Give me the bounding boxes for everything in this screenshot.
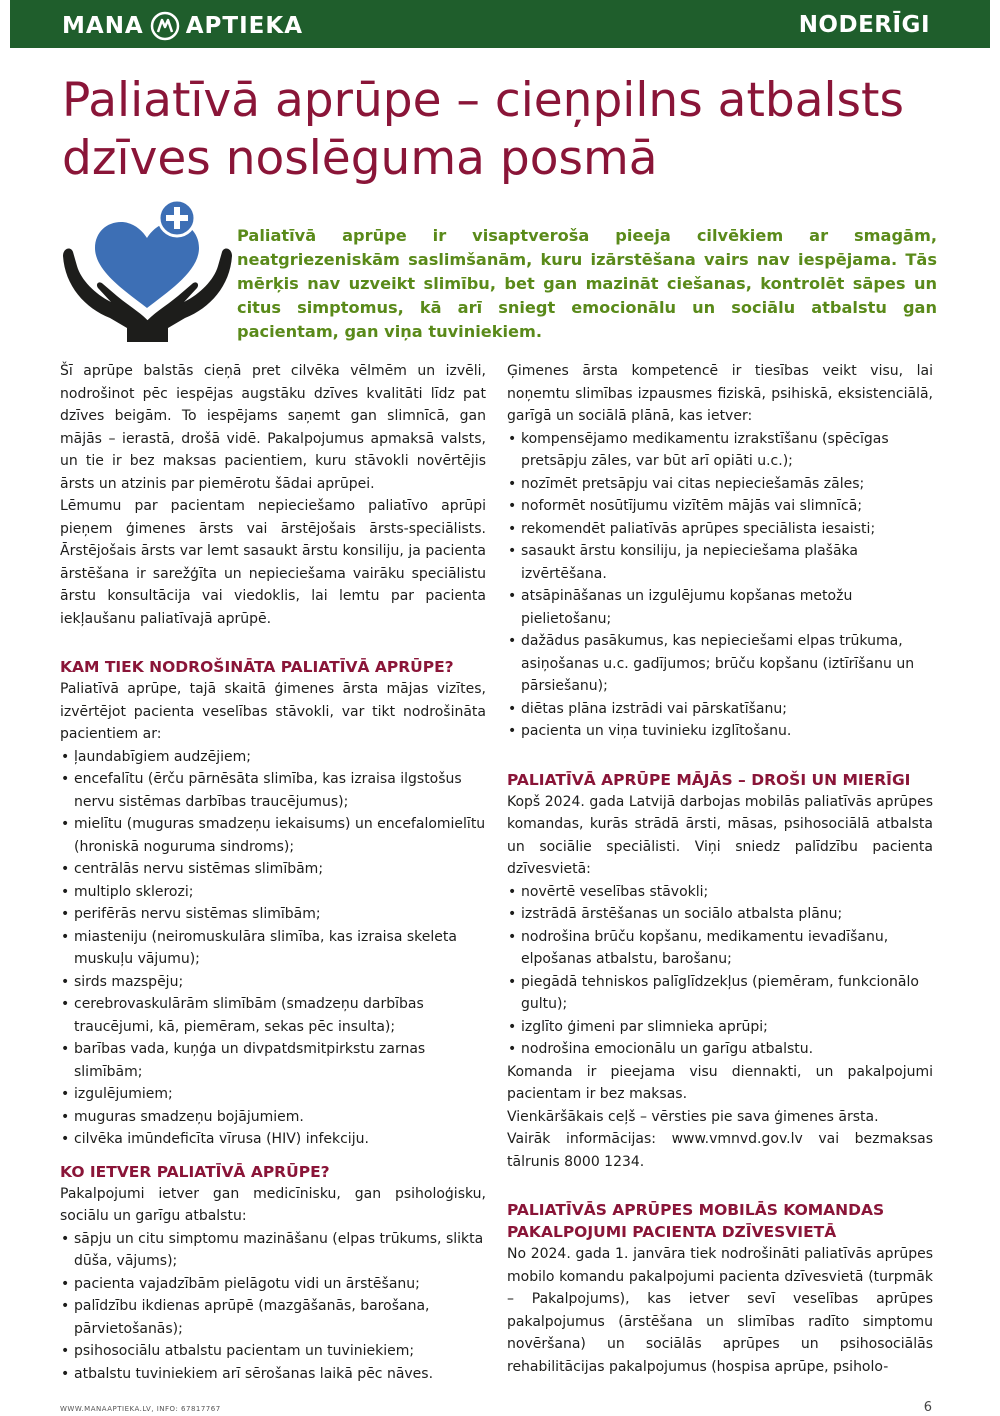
list-item: • sasaukt ārstu konsiliju, ja nepieciešama plašāka izvērtēšana. bbox=[507, 540, 933, 585]
brand-name-left: MANA bbox=[62, 13, 144, 39]
section-heading-mobile-teams: PALIATĪVĀS APRŪPES MOBILĀS KOMANDAS PAKALPOJUMI PACIENTA DZĪVESVIETĀ bbox=[507, 1201, 885, 1241]
list-item: • cerebrovaskulārām slimībām (smadzeņu darbības traucējumi, kā, piemēram, sekas pēc insulta); bbox=[60, 993, 486, 1038]
page-header bbox=[10, 0, 990, 48]
lead-paragraph: Paliatīvā aprūpe ir visaptveroša pieeja cilvēkiem ar smagām, neatgriezeniskām saslimšanām, kuru izārstēšana vairs nav iespējama. Tās mērķis nav uzveikt slimību, bet gan mazināt ciešanas, kontrolēt sāpes un citus simptomus, kā arī sniegt emocionālu un sociālu atbalstu gan pacientam, gan viņa tuviniekiem. bbox=[237, 226, 937, 341]
intro-paragraph-2: Lēmumu par pacientam nepieciešamo paliatīvo aprūpi pieņem ģimenes ārsts vai ārstējošais ārsts-speciālists. Ārstējošais ārsts var lemt sasaukt ārstu konsiliju, ja pacienta ārstēšana ir sarežģīta un nepieciešama vairāku speciālistu ārstu konsultācija vai viedoklis, lai lemtu par pacienta iekļaušanu paliatīvajā aprūpē. bbox=[60, 498, 486, 627]
footer-url[interactable]: WWW.MANAAPTIEKA.LV, INFO: 67817767 bbox=[60, 1405, 221, 1413]
section-label: NODERĪGI bbox=[798, 12, 930, 38]
page-number: 6 bbox=[923, 1400, 932, 1415]
what-paragraph: Pakalpojumi ietver gan medicīnisku, gan psiholoģisku, sociālu un garīgu atbalstu: bbox=[60, 1185, 486, 1224]
list-item: • izglīto ģimeni par slimnieka aprūpi; bbox=[507, 1016, 933, 1039]
list-item: • diētas plāna izstrādi vai pārskatīšanu; bbox=[507, 698, 933, 721]
list-item: • miasteniju (neiromuskulāra slimība, kas izraisa skeleta muskuļu vājumu); bbox=[60, 926, 486, 971]
mana-aptieka-logo-icon bbox=[150, 11, 180, 41]
list-item: • encefalītu (ērču pārnēsāta slimība, kas izraisa ilgstošus nervu sistēmas darbības traucējumus); bbox=[60, 768, 486, 813]
right-column bbox=[507, 360, 933, 1378]
list-item: • pacienta vajadzībām pielāgotu vidi un ārstēšanu; bbox=[60, 1273, 486, 1296]
conditions-list bbox=[60, 746, 486, 1151]
list-item: • barības vada, kuņģa un divpatdsmitpirkstu zarnas slimībām; bbox=[60, 1038, 486, 1083]
list-item: • novērtē veselības stāvokli; bbox=[507, 881, 933, 904]
list-item: • atbalstu tuviniekiem arī sērošanas laikā pēc nāves. bbox=[60, 1363, 486, 1386]
list-item: • sirds mazspēju; bbox=[60, 971, 486, 994]
list-item: • izstrādā ārstēšanas un sociālo atbalsta plānu; bbox=[507, 903, 933, 926]
simplest-way-paragraph: Vienkāršākais ceļš – vērsties pie sava ģimenes ārsta. bbox=[507, 1108, 879, 1125]
list-item: • atsāpināšanas un izgulējumu kopšanas metožu pielietošanu; bbox=[507, 585, 933, 630]
list-item: • psihosociālu atbalstu pacientam un tuviniekiem; bbox=[60, 1340, 486, 1363]
section-heading-home: PALIATĪVĀ APRŪPE MĀJĀS – DROŠI UN MIERĪGI bbox=[507, 770, 911, 789]
list-item: • ļaundabīgiem audzējiem; bbox=[60, 746, 486, 769]
list-item: • nodrošina emocionālu un garīgu atbalstu. bbox=[507, 1038, 933, 1061]
list-item: • palīdzību ikdienas aprūpē (mazgāšanās, barošana, pārvietošanās); bbox=[60, 1295, 486, 1340]
gp-paragraph: Ģimenes ārsta kompetencē ir tiesības veikt visu, lai noņemtu slimības izpausmes fiziskā, psihiskā, eksistenciālā, garīgā un sociālā plānā, kas ietver: bbox=[507, 363, 933, 424]
services-list bbox=[60, 1228, 486, 1386]
list-item: • rekomendēt paliatīvās aprūpes speciālista iesaisti; bbox=[507, 518, 933, 541]
who-paragraph: Paliatīvā aprūpe, tajā skaitā ģimenes ārsta mājas vizītes, izvērtējot pacienta veselības stāvokli, var tikt nodrošināta pacientiem ar: bbox=[60, 681, 486, 742]
gp-tasks-list bbox=[507, 428, 933, 743]
hands-heart-icon bbox=[55, 196, 240, 346]
list-item: • kompensējamo medikamentu izrakstīšanu (spēcīgas pretsāpju zāles, var būt arī opiāti u.c.); bbox=[507, 428, 933, 473]
intro-paragraph-1: Šī aprūpe balstās cieņā pret cilvēka vēlmēm un izvēli, nodrošinot pēc iespējas augstāku dzīves kvalitāti līdz pat dzīves beigām. To iespējams saņemt gan slimnīcā, gan mājās – ierastā, drošā vidē. Pakalpojumus apmaksā valsts, un tie ir bez maksas pacientiem, kuru stāvokli novērtējis ārsts un atzinis par piemērotu šādai aprūpei. bbox=[60, 363, 486, 492]
list-item: • izgulējumiem; bbox=[60, 1083, 486, 1106]
list-item: • mielītu (muguras smadzeņu iekaisums) un encefalomielītu (hroniskā noguruma sindroms); bbox=[60, 813, 486, 858]
more-info-paragraph: Vairāk informācijas: www.vmnvd.gov.lv vai bezmaksas tālrunis 8000 1234. bbox=[507, 1131, 933, 1170]
list-item: • centrālās nervu sistēmas slimībām; bbox=[60, 858, 486, 881]
home-services-list bbox=[507, 881, 933, 1061]
section-heading-what: KO IETVER PALIATĪVĀ APRŪPE? bbox=[60, 1162, 330, 1181]
list-item: • muguras smadzeņu bojājumiem. bbox=[60, 1106, 486, 1129]
mobile-teams-paragraph: No 2024. gada 1. janvāra tiek nodrošināti paliatīvās aprūpes mobilo komandu pakalpojumi pacienta dzīvesvietā (turpmāk – Pakalpojums), kas ietver sevī veselības aprūpes pakalpojumus (ārstēšana un slimības radīto simptomu novēršana) un sociālās aprūpes un psihosociālās rehabilitācijas pakalpojumus (hospisa aprūpe, psiholo- bbox=[507, 1246, 933, 1375]
list-item: • piegādā tehniskos palīglīdzekļus (piemēram, funkcionālo gultu); bbox=[507, 971, 933, 1016]
section-heading-who: KAM TIEK NODROŠINĀTA PALIATĪVĀ APRŪPE? bbox=[60, 658, 454, 676]
home-paragraph: Kopš 2024. gada Latvijā darbojas mobilās paliatīvās aprūpes komandas, kurās strādā ārsti, māsas, psihosociālā atbalsta un sociālie speciālisti. Viņi sniedz palīdzību pacienta dzīvesvietā: bbox=[507, 793, 933, 877]
list-item: • perifērās nervu sistēmas slimībām; bbox=[60, 903, 486, 926]
article-title: Paliatīvā aprūpe – cieņpilns atbalsts dzīves noslēguma posmā bbox=[62, 73, 904, 186]
list-item: • pacienta un viņa tuvinieku izglītošanu. bbox=[507, 720, 933, 743]
list-item: • nozīmēt pretsāpju vai citas nepieciešamās zāles; bbox=[507, 473, 933, 496]
brand-logo-text[interactable] bbox=[62, 11, 303, 41]
list-item: • multiplo sklerozi; bbox=[60, 881, 486, 904]
availability-paragraph: Komanda ir pieejama visu diennakti, un pakalpojumi pacientam ir bez maksas. bbox=[507, 1063, 933, 1102]
brand-name-right: APTIEKA bbox=[185, 13, 303, 39]
list-item: • sāpju un citu simptomu mazināšanu (elpas trūkums, slikta dūša, vājums); bbox=[60, 1228, 486, 1273]
list-item: • cilvēka imūndeficīta vīrusa (HIV) infekciju. bbox=[60, 1128, 486, 1151]
list-item: • noformēt nosūtījumu vizītēm mājās vai slimnīcā; bbox=[507, 495, 933, 518]
left-column bbox=[60, 360, 486, 1385]
list-item: • nodrošina brūču kopšanu, medikamentu ievadīšanu, elpošanas atbalstu, barošanu; bbox=[507, 926, 933, 971]
list-item: • dažādus pasākumus, kas nepieciešami elpas trūkuma, asiņošanas u.c. gadījumos; brūču kopšanu (iztīrīšanu un pārsiešanu); bbox=[507, 630, 933, 698]
